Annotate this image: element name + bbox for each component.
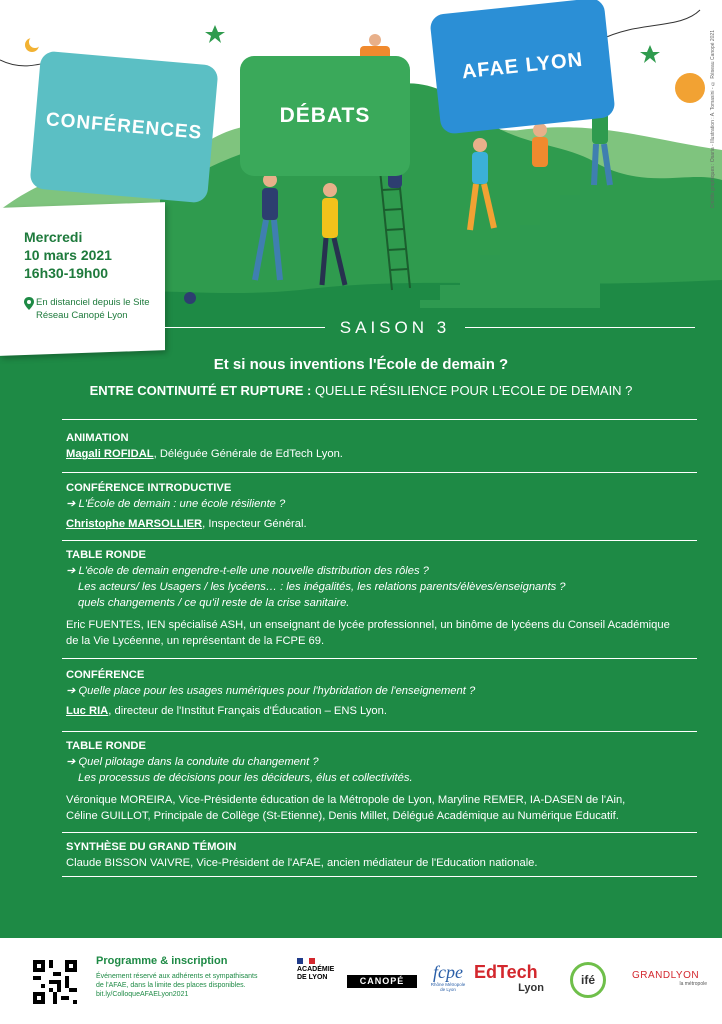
section-heading: TABLE RONDE [66,549,146,561]
section-question: Les processus de décisions pour les décideurs, élus et collectivités. [78,772,413,784]
page-subtitle [0,383,722,398]
qr-code-icon[interactable] [33,960,77,1004]
date-time: 16h30-19h00 [24,265,109,281]
bubble-afae [429,0,616,135]
section-heading: CONFÉRENCE INTRODUCTIVE [66,482,232,494]
bubble-debats [240,56,410,176]
synthese-text: Claude BISSON VAIVRE, Vice-Président de l'AFAE, ancien médiateur de l'Education nationale. [66,857,538,869]
divider [165,327,295,328]
edtech-sub: Lyon [518,982,544,994]
speaker-name: Christophe MARSOLLIER [66,518,203,530]
bubble-conferences-label: CONFÉRENCES [45,109,204,144]
credit-text: Crédits graphiques : Osaria - Illustration : A. Tomasini - © Réseau Canopé 2021 [710,30,716,209]
date-day: Mercredi [24,229,83,245]
section-conf-intro [66,480,696,532]
participants: Eric FUENTES, IEN spécialisé ASH, un enseignant de lycée professionnel, un binôme de lycéens du Conseil Académique [66,619,670,631]
section-question: ➔ Quel pilotage dans la conduite du changement ? [66,756,319,768]
divider [465,327,695,328]
divider [62,540,697,541]
section-heading: SYNTHÈSE DU GRAND TÉMOIN [66,841,237,853]
subtitle-rest: QUELLE RÉSILIENCE POUR L'ECOLE DE DEMAIN ? [311,383,633,398]
divider [62,472,697,473]
location-line2: Réseau Canopé Lyon [36,310,128,321]
bubble-afae-label: AFAE LYON [460,48,585,83]
grandlyon-logo [632,970,707,987]
footer-line: Événement réservé aux adhérents et sympathisants [96,973,258,980]
participants: Céline GUILLOT, Principale de Collège (St-Etienne), Denis Millet, Délégué Académique au Numérique Educatif. [66,810,619,822]
ife-logo [570,962,606,998]
section-topic: ➔ L'École de demain : une école résiliente ? [66,498,286,510]
location-pin-icon [24,297,34,310]
divider [62,832,697,833]
academie-lyon-logo [297,958,345,982]
saison-row [165,318,695,338]
canope-label: CANOPÉ [359,976,405,986]
divider [62,658,697,659]
participants: de la Vie Lycéenne, un représentant de la FCPE 69. [66,635,325,647]
section-question: quels changements / ce qu'il reste de la crise sanitaire. [78,597,350,609]
person-figure [532,123,548,167]
footer-line: de l'AFAE, dans la limite des places disponibles. [96,982,246,989]
location-text [36,296,166,322]
canope-logo [347,975,417,988]
section-question: ➔ L'école de demain engendre-t-elle une nouvelle distribution des rôles ? [66,565,429,577]
section-heading: ANIMATION [66,432,129,444]
sun-icon [675,73,705,103]
section-conference [66,667,696,719]
participants: Véronique MOREIRA, Vice-Présidente éducation de la Métropole de Lyon, Maryline REMER, IA-DASEN de l'Ain, [66,794,626,806]
bubble-conferences [29,51,218,204]
ife-label: ifé [580,973,595,987]
edtech-lyon-logo [474,962,564,994]
edtech-label: EdTech [474,962,538,982]
speaker-role: , Déléguée Générale de EdTech Lyon. [153,448,343,460]
section-synthese [66,839,696,871]
section-question: Les acteurs/ les Usagers / les lycéens… : les inégalités, les relations parents/élèves/enseignants ? [78,581,566,593]
date-date: 10 mars 2021 [24,247,112,263]
divider [62,419,697,420]
speaker-role: , Inspecteur Général. [202,518,307,530]
academie-line1: ACADÉMIE [297,966,335,973]
saison-label: SAISON 3 [339,318,451,337]
person-figure [184,292,196,304]
bubble-debats-label: DÉBATS [279,104,371,127]
section-topic: ➔ Quelle place pour les usages numériques pour l'hybridation de l'enseignement ? [66,685,476,697]
academie-line2: DE LYON [297,974,328,981]
speaker-name: Magali ROFIDAL [66,448,154,460]
section-table-ronde-1 [66,547,696,649]
speaker-role: , directeur de l'Institut Français d'Éducation – ENS Lyon. [108,705,387,717]
grandlyon-sub: la métropole [679,981,707,987]
star-icon [205,25,225,43]
footer-text [96,972,276,999]
french-flag-icon [297,958,315,964]
star-icon [640,45,660,63]
location-line1: En distanciel depuis le Site [36,297,150,308]
fcpe-label: fcpe [433,962,463,982]
section-heading: CONFÉRENCE [66,669,145,681]
page-title: Et si nous inventions l'École de demain ? [213,356,509,373]
section-animation [66,430,696,462]
subtitle-bold: ENTRE CONTINUITÉ ET RUPTURE : [89,383,312,398]
registration-link[interactable]: bit.ly/ColloqueAFAELyon2021 [96,991,189,998]
divider [62,731,697,732]
fcpe-logo [428,962,468,992]
fcpe-sub: Rhône Métropole de Lyon [430,982,466,992]
speaker-name: Luc RIA [66,705,109,717]
divider [62,876,697,877]
section-heading: TABLE RONDE [66,740,146,752]
footer-title: Programme & inscription [96,955,228,967]
section-table-ronde-2 [66,738,696,824]
grandlyon-label: GRANDLYON [632,970,700,981]
